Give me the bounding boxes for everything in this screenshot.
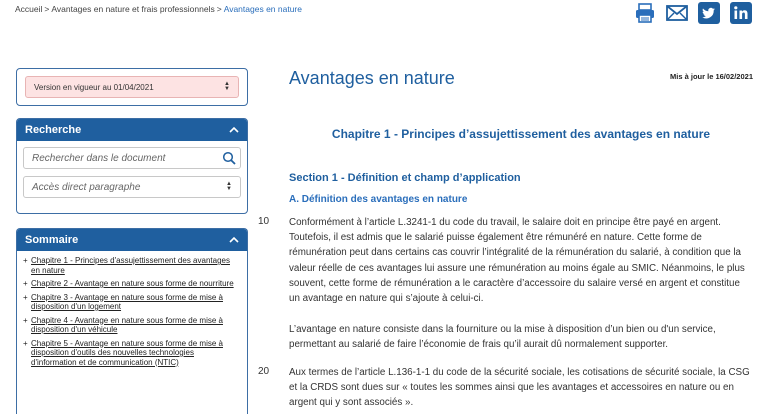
page-title: Avantages en nature [289, 68, 455, 88]
version-select[interactable] [25, 76, 239, 98]
summary-link-chapter-1[interactable]: Chapitre 1 - Principes d'assujettissement des avantages en nature [31, 256, 230, 275]
print-icon[interactable] [634, 2, 656, 24]
chevron-up-icon [229, 235, 239, 245]
paragraph: L’avantage en nature consiste dans la fourniture ou la mise à disposition d’un bien ou d'un service, permettant au salarié de faire l’économie de frais qu’il aurait dû normalement supporter. [289, 324, 716, 351]
linkedin-icon[interactable] [730, 2, 752, 24]
summary-link-chapter-3[interactable]: Chapitre 3 - Avantage en nature sous forme de mise à disposition d'un logement [31, 292, 223, 311]
direct-access-label: Accès direct paragraphe [32, 181, 141, 193]
expand-icon[interactable]: + [23, 315, 28, 325]
twitter-icon[interactable] [698, 2, 720, 24]
version-label: Version en vigueur au 01/04/2021 [34, 82, 154, 92]
expand-icon[interactable]: + [23, 256, 28, 265]
paragraph: Aux termes de l’article L.136-1-1 du code de la sécurité sociale, les cotisations de sécurité sociale, la CSG et la CRDS sont dues sur « toutes les sommes ainsi que les avantages et accessoires en nature ou en argent qui y sont associés ». [289, 367, 750, 409]
summary-item [23, 316, 241, 335]
paragraph-number: 20 [258, 366, 270, 377]
breadcrumb [15, 4, 302, 14]
version-box [16, 68, 248, 106]
search-panel [16, 118, 248, 214]
breadcrumb-section[interactable]: Avantages en nature et frais professionnels [51, 4, 215, 14]
breadcrumb-home[interactable]: Accueil [15, 4, 43, 14]
chevron-up-icon [229, 125, 239, 135]
search-field [23, 147, 241, 169]
search-icon[interactable] [222, 151, 236, 165]
expand-icon[interactable]: + [23, 279, 28, 288]
summary-link-chapter-5[interactable]: Chapitre 5 - Avantage en nature sous forme de mise à disposition d'outils des nouvelles technologies d'information et de communication (NTIC) [31, 338, 223, 367]
search-input[interactable] [32, 153, 212, 164]
paragraph: Conformément à l’article L.3241-1 du code du travail, le salaire doit en principe être payé en argent. Toutefois, il est admis que le salarié puisse également être rémunéré en nature. Cette forme de rémunération peut dans certains cas couvrir l’intégralité de la rémunération du salarié, à condition que la valeur réelle de ces avantages lui assure une rémunération au moins égale au SMIC. Néanmoins, le plus souvent, cette forme de rémunération a le caractère d’accessoire du salaire versé en argent et constitue un avantage en nature qui s’ajoute à celui-ci. [289, 217, 745, 305]
breadcrumb-separator: > [44, 4, 50, 14]
expand-icon[interactable]: + [23, 292, 28, 302]
search-panel-header[interactable] [17, 119, 247, 141]
mail-icon[interactable] [666, 2, 688, 24]
summary-link-chapter-4[interactable]: Chapitre 4 - Avantage en nature sous forme de mise à disposition d'un véhicule [31, 315, 223, 334]
summary-item [23, 339, 241, 368]
summary-item [23, 279, 241, 289]
summary-panel-title: Sommaire [25, 234, 79, 246]
summary-link-chapter-2[interactable]: Chapitre 2 - Avantage en nature sous forme de nourriture [31, 279, 234, 288]
summary-panel [16, 228, 248, 414]
paragraph-number: 10 [258, 216, 270, 227]
expand-icon[interactable]: + [23, 338, 28, 348]
direct-access-select[interactable] [23, 176, 241, 198]
share-toolbar [634, 2, 752, 24]
chapter-heading: Chapitre 1 - Principes d’assujettissement des avantages en nature [331, 127, 711, 141]
section-heading: Section 1 - Définition et champ d’application [289, 172, 521, 184]
summary-item [23, 256, 241, 275]
select-arrows-icon: ▲ ▼ [226, 181, 232, 192]
summary-item [23, 293, 241, 312]
update-date: Mis à jour le 16/02/2021 [670, 72, 753, 81]
subsection-heading: A. Définition des avantages en nature [289, 194, 468, 205]
select-arrows-icon: ▲ ▼ [224, 81, 230, 92]
search-panel-title: Recherche [25, 124, 82, 136]
summary-list [17, 251, 247, 367]
sidebar [16, 68, 248, 414]
breadcrumb-separator: > [216, 4, 222, 14]
breadcrumb-current: Avantages en nature [223, 4, 302, 14]
summary-panel-header[interactable] [17, 229, 247, 251]
